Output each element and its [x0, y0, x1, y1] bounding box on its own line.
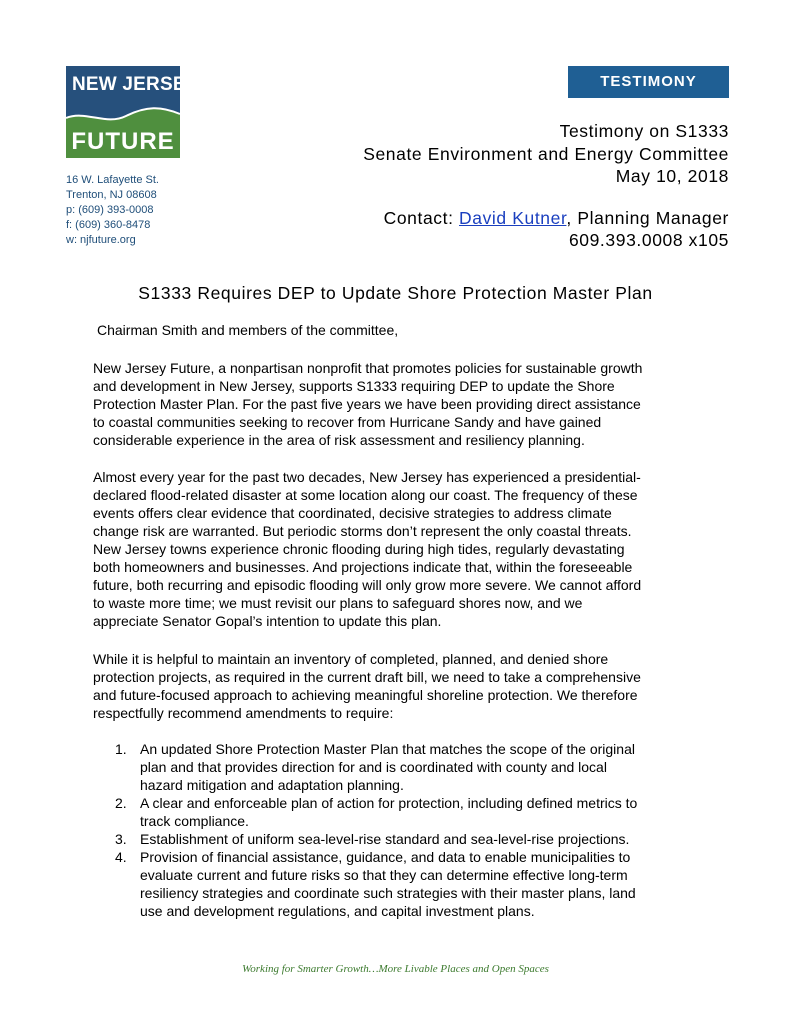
- paragraph-3: [93, 650, 713, 722]
- list-number: 2.: [115, 795, 127, 811]
- list-number: 4.: [115, 849, 127, 865]
- contact-phone: 609.393.0008 x105: [568, 230, 729, 250]
- paragraph-line: declared flood-related disaster at some location along our coast. The frequency of these: [93, 487, 638, 503]
- paragraph-line: and future-focused approach to achieving meaningful shoreline protection. We therefore: [93, 687, 638, 703]
- list-number: 3.: [115, 831, 127, 847]
- paragraph-line: to coastal communities seeking to recover from Hurricane Sandy and have gained: [93, 414, 602, 430]
- paragraph-line: While it is helpful to maintain an inventory of completed, planned, and denied shore: [93, 651, 609, 667]
- list-item-line: evaluate current and future risks so that they can determine effective long-term: [140, 867, 628, 883]
- paragraph-line: Protection Master Plan. For the past five years we have been providing direct assistance: [93, 396, 641, 412]
- contact-prefix: Contact:: [383, 208, 460, 228]
- list-item-line: Establishment of uniform sea-level-rise standard and sea-level-rise projections.: [140, 831, 630, 847]
- org-fax: f: (609) 360-8478: [66, 219, 151, 231]
- paragraph-line: change risk are warranted. But periodic storms don’t represent the only coastal threats.: [93, 523, 632, 539]
- contact-title: , Planning Manager: [566, 208, 729, 228]
- recommendations-list: [93, 740, 713, 920]
- paragraph-line: New Jersey towns experience chronic flooding during high tides, regularly devastating: [93, 541, 625, 557]
- salutation: Chairman Smith and members of the committee,: [97, 322, 399, 338]
- list-number: 1.: [115, 741, 127, 757]
- paragraph-line: both homeowners and businesses. And projections indicate that, within the foreseeable: [93, 559, 633, 575]
- list-item: [93, 848, 713, 920]
- list-item: [93, 740, 713, 794]
- org-website: w: njfuture.org: [66, 234, 136, 246]
- paragraph-line: and development in New Jersey, supports S1333 requiring DEP to update the Shore: [93, 378, 615, 394]
- list-item-line: An updated Shore Protection Master Plan that matches the scope of the original: [140, 741, 635, 757]
- list-item-line: hazard mitigation and adaptation planning.: [140, 777, 404, 793]
- paragraph-line: respectfully recommend amendments to require:: [93, 705, 394, 721]
- paragraph-line: protection projects, as required in the current draft bill, we need to take a comprehensive: [93, 669, 641, 685]
- logo-text-new-jersey: NEW JERSEY: [72, 74, 199, 95]
- document-title: S1333 Requires DEP to Update Shore Protection Master Plan: [138, 283, 653, 303]
- org-contact-block: [66, 173, 159, 248]
- list-item-line: resiliency strategies and coordinate such strategies with their master plans, land: [140, 885, 636, 901]
- paragraph-line: considerable experience in the area of risk assessment and resiliency planning.: [93, 432, 585, 448]
- paragraph-line: New Jersey Future, a nonpartisan nonprofit that promotes policies for sustainable growth: [93, 360, 643, 376]
- list-item-line: A clear and enforceable plan of action for protection, including defined metrics to: [140, 795, 638, 811]
- new-jersey-future-logo: [66, 66, 199, 158]
- contact-name-link[interactable]: David Kutner: [459, 208, 567, 228]
- list-item: [93, 794, 713, 830]
- paragraph-2: [93, 468, 713, 630]
- paragraph-line: events offers clear evidence that coordinated, decisive strategies to address climate: [93, 505, 612, 521]
- org-city: Trenton, NJ 08608: [66, 189, 157, 201]
- testimony-subject: Testimony on S1333: [559, 121, 729, 141]
- committee-name: Senate Environment and Energy Committee: [363, 144, 729, 164]
- footer-tagline: Working for Smarter Growth…More Livable Places and Open Spaces: [242, 963, 549, 975]
- paragraph-line: appreciate Senator Gopal’s intention to update this plan.: [93, 613, 442, 629]
- testimony-date: May 10, 2018: [615, 166, 729, 186]
- logo-text-future: FUTURE: [71, 128, 175, 155]
- org-street: 16 W. Lafayette St.: [66, 174, 159, 186]
- org-phone: p: (609) 393-0008: [66, 204, 154, 216]
- list-item-line: track compliance.: [140, 813, 249, 829]
- testimony-banner: TESTIMONY: [568, 66, 729, 98]
- list-item-line: Provision of financial assistance, guidance, and data to enable municipalities to: [140, 849, 631, 865]
- list-item: [93, 830, 713, 848]
- paragraph-line: to waste more time; we must revisit our plans to safeguard shores now, and we: [93, 595, 583, 611]
- paragraph-line: future, both recurring and episodic flooding will only grow more severe. We cannot afford: [93, 577, 642, 593]
- contact-line: [384, 208, 729, 229]
- list-item-line: plan and that provides direction for and is coordinated with county and local: [140, 759, 607, 775]
- paragraph-1: [93, 359, 713, 449]
- paragraph-line: Almost every year for the past two decades, New Jersey has experienced a presidential-: [93, 469, 641, 485]
- list-item-line: use and development regulations, and capital investment plans.: [140, 903, 535, 919]
